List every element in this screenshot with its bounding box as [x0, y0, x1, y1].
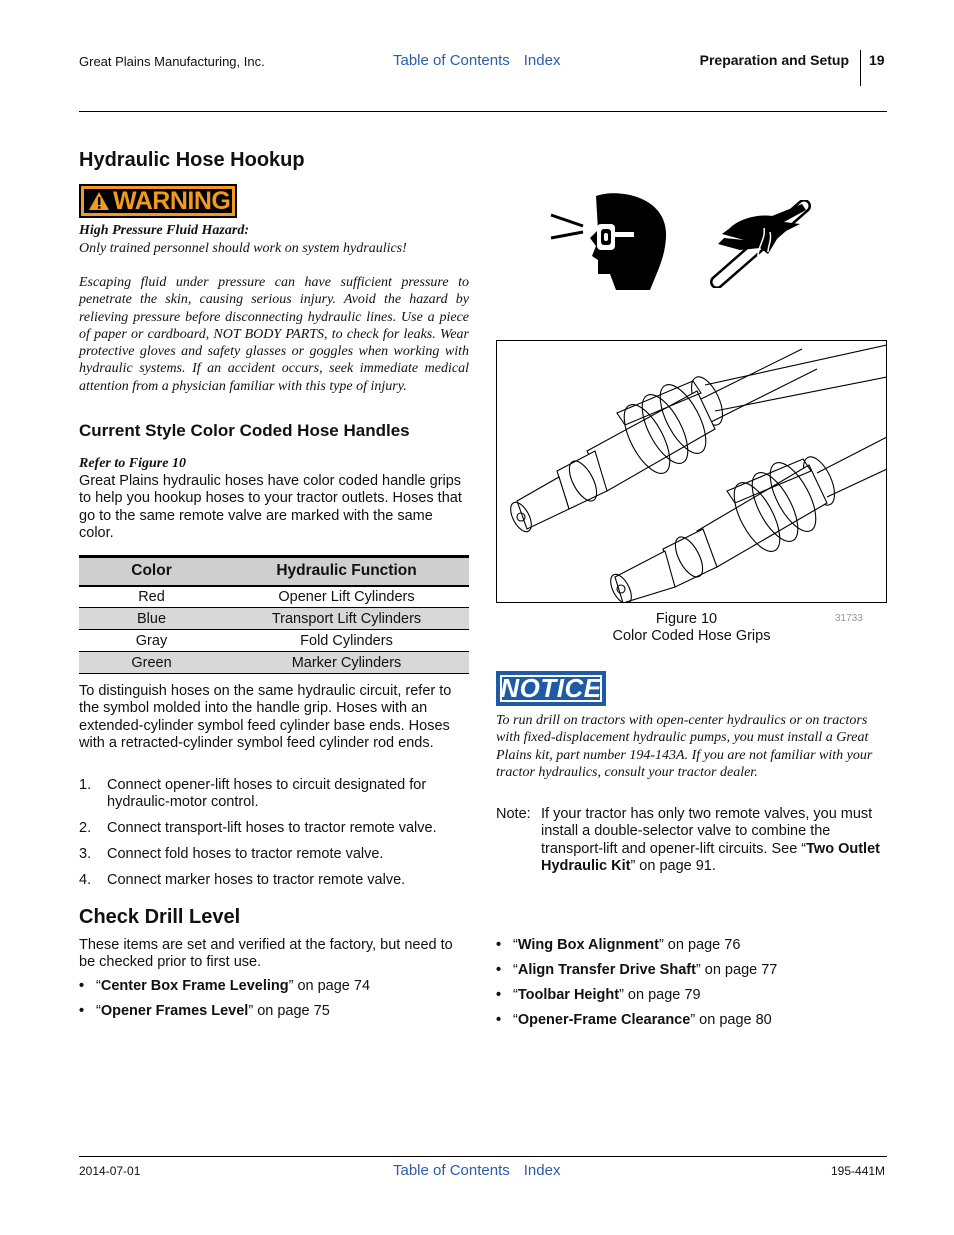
figure-ref-number: 31733 — [835, 613, 863, 624]
footer-nav — [393, 1162, 574, 1179]
list-text: Connect transport-lift hoses to tractor remote valve. — [107, 820, 437, 836]
figure-caption-text: Color Coded Hose Grips — [612, 628, 771, 645]
color-function-table — [79, 555, 469, 674]
xref-link[interactable]: Align Transfer Drive Shaft — [517, 962, 696, 978]
header-divider — [860, 50, 861, 86]
company-name: Great Plains Manufacturing, Inc. — [79, 54, 265, 69]
document-number: 195-441M — [831, 1164, 886, 1178]
list-number: 3. — [79, 846, 92, 862]
table-cell: Blue — [79, 608, 224, 630]
bullet-dot: • — [496, 1012, 502, 1028]
note-text — [541, 806, 887, 875]
list-text: Connect marker hoses to tractor remote valve. — [107, 872, 406, 888]
table-row — [79, 608, 469, 630]
hazard-line: Only trained personnel should work on system hydraulics! — [79, 241, 407, 256]
index-link[interactable]: Index — [523, 52, 561, 69]
header-rule — [79, 111, 887, 112]
eye-protection-icon — [548, 192, 670, 292]
note-text-start: If your tractor has only two remote valves, you must install a double-selector valve to combine the transport-lift and opener-lift circuits. See “ — [541, 806, 873, 857]
xref-link[interactable]: Toolbar Height — [517, 987, 620, 1003]
table-cell: Transport Lift Cylinders — [224, 608, 469, 630]
list-number: 4. — [79, 872, 92, 888]
bullet-dot: • — [79, 1003, 85, 1019]
figure-label: Figure 10 — [655, 611, 718, 627]
handles-intro: Great Plains hydraulic hoses have color coded handle grips to help you hookup hoses to your tractor outlets. Hoses that go to the same remote valve are marked with the same color. — [79, 473, 462, 541]
bullet-dot: • — [496, 937, 502, 953]
table-row — [79, 586, 469, 608]
header-nav — [393, 52, 574, 69]
table-cell: Marker Cylinders — [224, 652, 469, 674]
list-number: 2. — [79, 820, 92, 836]
bullet-dot: • — [79, 978, 85, 994]
xref-link[interactable]: Wing Box Alignment — [517, 937, 659, 953]
table-cell: Red — [79, 586, 224, 608]
hydraulic-heading: Hydraulic Hose Hookup — [79, 149, 305, 171]
list-text: Connect fold hoses to tractor remote valve. — [107, 846, 384, 862]
toc-link[interactable]: Table of Contents — [393, 52, 510, 69]
bullet-dot: • — [496, 987, 502, 1003]
hose-grips-figure — [496, 340, 887, 603]
warning-triangle-icon — [88, 191, 110, 211]
table-header-color: Color — [79, 557, 224, 586]
two-outlet-kit-link[interactable]: Two Outlet Hydraulic Kit — [541, 840, 880, 874]
table-cell: Opener Lift Cylinders — [224, 586, 469, 608]
hose-grips-illustration — [497, 341, 887, 603]
bullet-dot: • — [496, 962, 502, 978]
check-intro: These items are set and verified at the factory, but need to be checked prior to first use. — [79, 937, 453, 971]
footer-rule — [79, 1156, 887, 1157]
table-row — [79, 652, 469, 674]
table-cell: Fold Cylinders — [224, 630, 469, 652]
hazard-title: High Pressure Fluid Hazard: — [79, 223, 249, 238]
note-label: Note: — [496, 806, 531, 822]
table-cell: Green — [79, 652, 224, 674]
warning-label: WARNING — [113, 186, 231, 215]
hand-injection-icon — [710, 200, 812, 288]
check-drill-level-heading: Check Drill Level — [79, 906, 241, 928]
footer-date: 2014-07-01 — [79, 1164, 141, 1178]
distinguish-paragraph: To distinguish hoses on the same hydraulic circuit, refer to the symbol molded into the handle grip. Hoses with an extended-cylinder symbol feed cylinder base ends. Hoses with a retracted-cylinder symbol feed cylinder rod ends. — [79, 683, 452, 751]
warning-badge — [79, 184, 237, 218]
table-row — [79, 630, 469, 652]
toc-link[interactable]: Table of Contents — [393, 1162, 510, 1179]
list-text: Connect opener-lift hoses to circuit designated for hydraulic-motor control. — [107, 777, 427, 811]
section-title: Preparation and Setup — [699, 52, 849, 68]
figure-caption — [496, 611, 887, 646]
xref-link[interactable]: Center Box Frame Leveling — [100, 978, 289, 994]
notice-label: NOTICE — [500, 673, 602, 703]
notice-body: To run drill on tractors with open-center hydraulics or on tractors with fixed-displacement hydraulic pumps, you must install a Great Plains kit, part number 194-143A. If you are not familiar with your tractor hydraulics, consult your tractor dealer. — [496, 713, 873, 780]
list-number: 1. — [79, 777, 92, 793]
table-header-function: Hydraulic Function — [224, 557, 469, 586]
index-link[interactable]: Index — [523, 1162, 561, 1179]
page-number: 19 — [869, 52, 885, 68]
figure-reference: Refer to Figure 10 — [79, 456, 186, 471]
hazard-body: Escaping fluid under pressure can have sufficient pressure to penetrate the skin, causing serious injury. Avoid the hazard by relieving pressure before disconnecting hydraulic lines. Use a piece of paper or cardboard, NOT BODY PARTS, to check for leaks. Wear protective gloves and safety glasses or goggles when working with hydraulic systems. If an accident occurs, seek immediate medical attention from a physician familiar with this type of injury. — [79, 275, 469, 394]
xref-link[interactable]: Opener Frames Level — [100, 1003, 249, 1019]
xref-link[interactable]: Opener-Frame Clearance — [517, 1012, 691, 1028]
handles-heading: Current Style Color Coded Hose Handles — [79, 421, 410, 440]
note-text-end: ” on page 91. — [630, 857, 716, 874]
table-cell: Gray — [79, 630, 224, 652]
notice-badge — [496, 671, 606, 706]
